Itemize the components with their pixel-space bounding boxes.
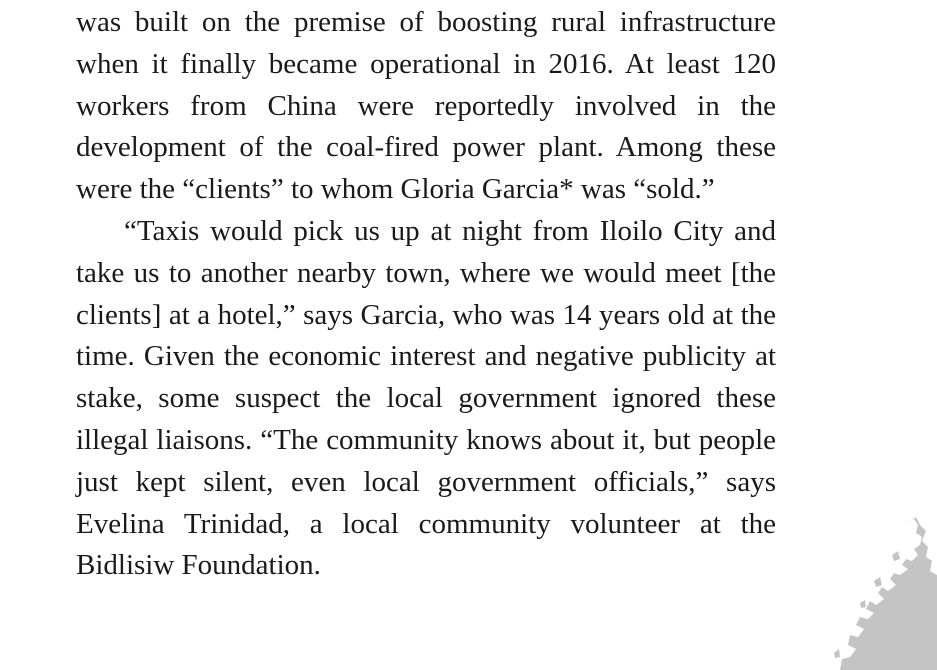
article-body: [76, 2, 776, 587]
article-paragraph-2: “Taxis would pick us up at night from Iloilo City and take us to another nearby town, where we would meet [the clients] at a hotel,” says Garcia, who was 14 years old at the time. Given the economic interest and negative publicity at stake, some suspect the local government ignored these illegal liaisons. “The community knows about it, but people just kept silent, even local government officials,” says Evelina Trinidad, a local community volunteer at the Bidlisiw Foundation.: [76, 214, 776, 582]
island-map-icon: [830, 515, 937, 670]
article-paragraph-1: was built on the premise of boosting rural infrastructure when it finally became operational in 2016. At least 120 workers from China were reportedly involved in the development of the coal-fired power plant. Among these were the “clients” to whom Gloria Garcia* was “sold.”: [76, 6, 776, 206]
